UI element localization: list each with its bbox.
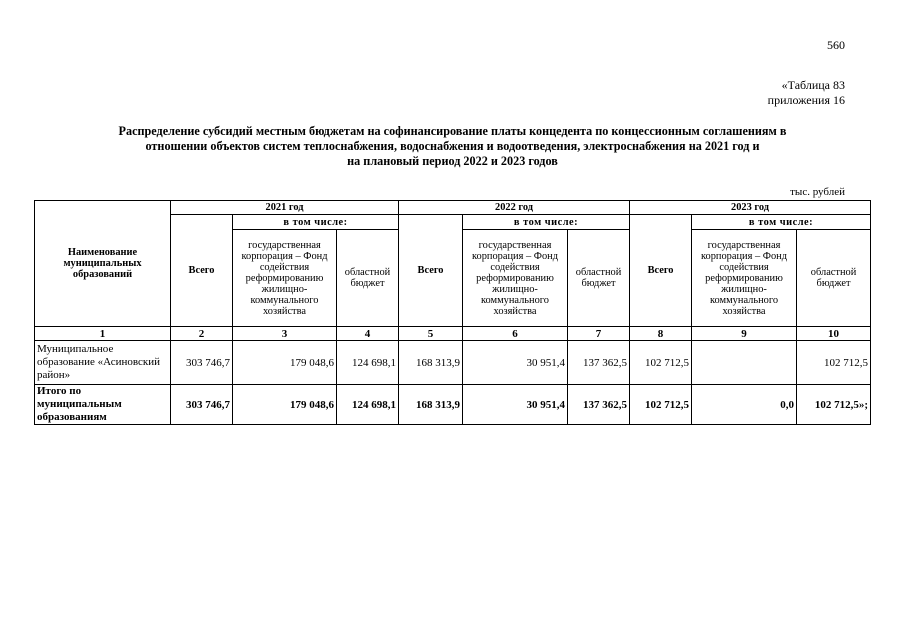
cell-value: 102 712,5: [797, 341, 871, 385]
header-fund-2023: государственная корпорация – Фонд содействия реформированию жилищно-коммунального хозяйства: [692, 230, 797, 327]
document-title: [40, 124, 865, 169]
header-regional-2022: областной бюджет: [568, 230, 630, 327]
table-row: [35, 341, 871, 385]
units-label: тыс. рублей: [790, 186, 845, 198]
col-number: 10: [797, 327, 871, 341]
page-number: 560: [827, 38, 845, 52]
header-regional-2021: областной бюджет: [337, 230, 399, 327]
header-total-2022: Всего: [399, 215, 463, 327]
cell-value: [692, 341, 797, 385]
total-row: [35, 385, 871, 425]
title-line1: Распределение субсидий местным бюджетам на софинансирование платы концедента по концессионным соглашениям в: [118, 124, 787, 138]
total-value: 102 712,5»;: [797, 385, 871, 425]
col-number: 5: [399, 327, 463, 341]
header-total-2023: Всего: [630, 215, 692, 327]
cell-value: 124 698,1: [337, 341, 399, 385]
header-fund-2021: государственная корпорация – Фонд содействия реформированию жилищно-коммунального хозяйства: [233, 230, 337, 327]
total-value: 303 746,7: [171, 385, 233, 425]
subsidy-table: [34, 200, 871, 425]
header-including-2023: в том числе:: [692, 215, 871, 230]
header-name: Наименование муниципальных образований: [35, 201, 171, 327]
col-number: 3: [233, 327, 337, 341]
cell-value: 102 712,5: [630, 341, 692, 385]
header-including-2021: в том числе:: [233, 215, 399, 230]
col-number: 8: [630, 327, 692, 341]
header-year-2021: 2021 год: [171, 201, 399, 215]
header-total-2021: Всего: [171, 215, 233, 327]
table-reference-line1: «Таблица 83: [781, 78, 845, 92]
table-reference-line2: приложения 16: [767, 93, 845, 107]
total-value: 179 048,6: [233, 385, 337, 425]
header-including-2022: в том числе:: [463, 215, 630, 230]
cell-value: 30 951,4: [463, 341, 568, 385]
row-name: Муниципальное образование «Асиновский район»: [35, 341, 171, 385]
title-line2: отношении объектов систем теплоснабжения, водоснабжения и водоотведения, электроснабжения на 2021 год и: [145, 139, 760, 153]
total-value: 30 951,4: [463, 385, 568, 425]
header-year-2023: 2023 год: [630, 201, 871, 215]
cell-value: 168 313,9: [399, 341, 463, 385]
total-value: 137 362,5: [568, 385, 630, 425]
cell-value: 303 746,7: [171, 341, 233, 385]
header-regional-2023: областной бюджет: [797, 230, 871, 327]
col-number: 7: [568, 327, 630, 341]
cell-value: 179 048,6: [233, 341, 337, 385]
total-value: 102 712,5: [630, 385, 692, 425]
col-number: 9: [692, 327, 797, 341]
table-reference: [768, 78, 845, 108]
total-value: 0,0: [692, 385, 797, 425]
cell-value: 137 362,5: [568, 341, 630, 385]
total-value: 124 698,1: [337, 385, 399, 425]
header-year-2022: 2022 год: [399, 201, 630, 215]
col-number: 1: [35, 327, 171, 341]
header-fund-2022: государственная корпорация – Фонд содействия реформированию жилищно-коммунального хозяйства: [463, 230, 568, 327]
total-value: 168 313,9: [399, 385, 463, 425]
title-line3: на плановый период 2022 и 2023 годов: [347, 154, 558, 168]
col-number: 4: [337, 327, 399, 341]
col-number: 6: [463, 327, 568, 341]
total-row-name: Итого по муниципальным образованиям: [35, 385, 171, 425]
col-number: 2: [171, 327, 233, 341]
